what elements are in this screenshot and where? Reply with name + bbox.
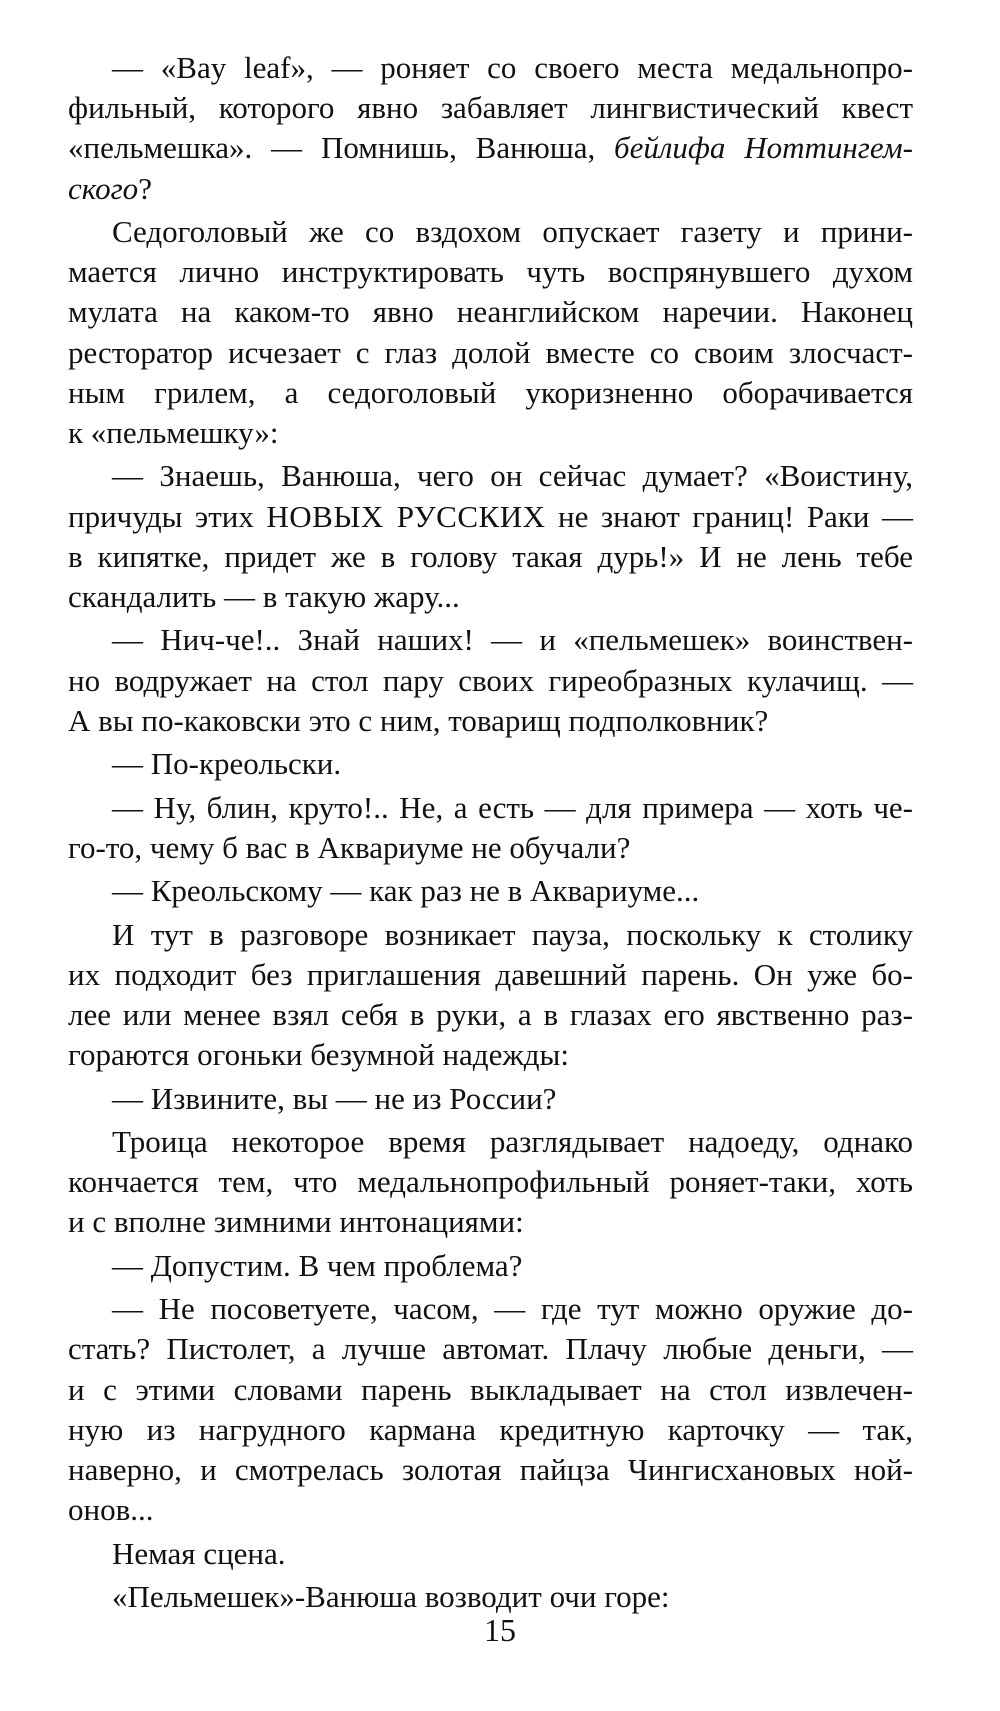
text-line: — Знаешь, Ванюша, чего он сейчас думает? «Воистину,: [112, 458, 913, 494]
text-line: — Ну, блин, круто!.. Не, а есть — для примера — хоть че-: [112, 789, 913, 825]
text-line: — «Bay leaf», — роняет со своего места медальнопро-: [112, 50, 913, 85]
text-line: Троица некоторое время разглядывает надоеду, однако: [112, 1124, 913, 1159]
text-line: но водружает на стол пару своих гиреобразных кулачищ. —: [68, 662, 913, 698]
text-line: — По-креольски.: [112, 746, 342, 782]
text-line: Седоголовый же со вздохом опускает газету и прини-: [112, 214, 913, 249]
text-line: ным грилем, а седоголовый укоризненно оборачивается: [68, 374, 913, 410]
text-line: го-то, чему б вас в Аквариуме не обучали?: [68, 829, 631, 865]
text-line: онов...: [68, 1492, 154, 1528]
text-line: к «пельмешку»:: [68, 415, 279, 450]
text-line: — Нич-че!.. Знай наших! — и «пельмешек» воинствен-: [112, 622, 913, 658]
text-line: фильный, которого явно забавляет лингвистический квест: [68, 90, 913, 126]
text-line: в кипятке, придет же в голову такая дурь!» И не лень тебе: [68, 538, 913, 574]
text-line: мается лично инструктировать чуть воспрянувшего духом: [68, 254, 913, 290]
italic-text-run: бейлифа Ноттингем-: [614, 130, 913, 166]
text-line: мулата на каком-то явно неанглийском наречии. Наконец: [68, 294, 913, 330]
text-line: И тут в разговоре возникает пауза, поскольку к столику: [112, 916, 913, 952]
text-line: их подходит без приглашения давешний парень. Он уже бо-: [68, 956, 913, 992]
text-line: — Креольскому — как раз не в Аквариуме...: [112, 873, 700, 909]
text-line: А вы по-каковски это с ним, товарищ подполковник?: [68, 702, 769, 738]
text-line: наверно, и смотрелась золотая пайцза Чингисхановых ной-: [68, 1452, 913, 1487]
text-line: ную из нагрудного кармана кредитную карточку — так,: [68, 1411, 913, 1447]
text-line: — Не посоветуете, часом, — где тут можно оружие до-: [112, 1291, 913, 1327]
text-line: [68, 497, 913, 537]
text-run: не знают границ! Раки —: [545, 498, 913, 534]
text-line: ресторатор исчезает с глаз долой вместе со своим злосчаст-: [68, 334, 913, 370]
text-line: — Допустим. В чем проблема?: [112, 1247, 523, 1283]
emphasis-text-run: НОВЫХ РУССКИХ: [266, 498, 546, 534]
text-line: [68, 128, 913, 168]
text-run: ?: [138, 170, 152, 206]
text-line: скандалить — в такую жару...: [68, 579, 460, 614]
text-line: [68, 169, 913, 209]
text-line: кончается тем, что медальнопрофильный роняет-таки, хоть: [68, 1164, 913, 1200]
text-line: гораются огоньки безумной надежды:: [68, 1037, 569, 1073]
text-line: «Пельмешек»-Ванюша возводит очи горе:: [112, 1579, 670, 1614]
page-number: 15: [484, 1612, 516, 1648]
text-run: причуды этих: [68, 498, 267, 534]
text-line: Немая сцена.: [112, 1535, 286, 1571]
text-line: стать? Пистолет, а лучше автомат. Плачу любые деньги, —: [68, 1331, 913, 1367]
text-run: «пельмешка». — Помнишь, Ванюша,: [68, 130, 615, 166]
italic-text-run: ского: [68, 170, 139, 206]
text-line: — Извините, вы — не из России?: [112, 1080, 557, 1116]
text-line: и с вполне зимними интонациями:: [68, 1204, 524, 1240]
text-line: и с этими словами парень выкладывает на стол извлечен-: [68, 1371, 913, 1407]
text-line: лее или менее взял себя в руки, а в глазах его явственно раз-: [68, 997, 913, 1032]
